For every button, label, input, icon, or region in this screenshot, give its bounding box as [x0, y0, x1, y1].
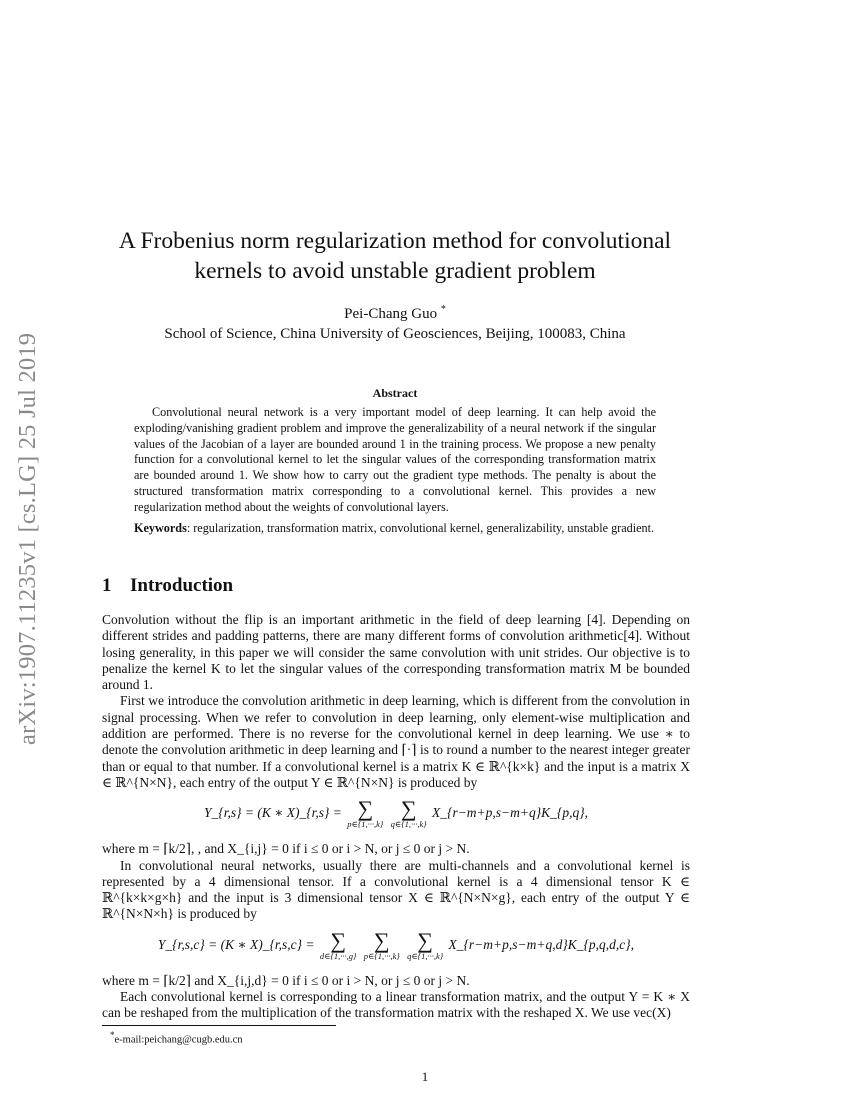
footnote-email: e-mail:peichang@cugb.edu.cn — [114, 1034, 243, 1046]
footnote-mark: * — [110, 1030, 115, 1040]
eq1-lhs: Y_{r,s} = (K ∗ X)_{r,s} = — [204, 805, 342, 821]
abstract-heading: Abstract — [372, 386, 418, 400]
paragraph-5: where m = ⌈k/2⌉ and X_{i,j,d} = 0 if i ≤ 0 or i > N, or j ≤ 0 or j > N. — [102, 972, 470, 988]
title-line-1: A Frobenius norm regularization method for convolutional — [118, 228, 672, 254]
eq2-lhs: Y_{r,s,c} = (K ∗ X)_{r,s,c} = — [157, 936, 315, 952]
title-line-2: kernels to avoid unstable gradient problem — [194, 258, 596, 284]
author-footnote-mark: * — [440, 304, 446, 315]
eq1-limit-1: p∈{1,···,k} — [347, 819, 384, 830]
eq2-limit-1: d∈{1,···,g} — [319, 950, 357, 961]
eq2-rhs: X_{r−m+p,s−m+q,d}K_{p,q,d,c}, — [448, 936, 635, 952]
sum-symbol: ∑ — [330, 927, 346, 953]
abstract-body — [134, 405, 656, 516]
keywords-text: : regularization, transformation matrix, convolutional kernel, generalizability, unstable gradient. — [186, 521, 655, 535]
paragraph-3: where m = ⌈k/2⌉, , and X_{i,j} = 0 if i ≤ 0 or i > N, or j ≤ 0 or j > N. — [102, 841, 470, 857]
sum-symbol: ∑ — [373, 927, 390, 953]
author-line — [90, 300, 700, 324]
paragraph-2: First we introduce the convolution arithmetic in deep learning, which is different from the convolution in signal processing. When we refer to convolution in deep learning, only element-wise multiplication and addition are performed. There is no reverse for the convolutional kernel in deep learning. We use ∗ to denote the convolution arithmetic in deep learning and ⌈·⌉ is to round a number to the nearest integer greater than or equal to that number. If a convolutional kernel is a matrix K ∈ ℝ^{k×k} and the input is a matrix X ∈ ℝ^{N×N}, each entry of the output Y ∈ ℝ^{N×N} is produced by — [102, 693, 690, 790]
arxiv-identifier-stamp: arXiv:1907.11235v1 [cs.LG] 25 Jul 2019 — [14, 332, 41, 745]
keywords — [134, 521, 656, 537]
eq2-limit-2: p∈{1,···,k} — [363, 950, 400, 961]
author-block — [90, 300, 700, 344]
eq1-rhs: X_{r−m+p,s−m+q}K_{p,q}, — [432, 805, 588, 821]
affiliation: School of Science, China University of Geosciences, Beijing, 100083, China — [164, 326, 626, 342]
footnote-rule — [102, 1025, 336, 1026]
keywords-label: Keywords — [134, 521, 187, 535]
section-heading — [102, 575, 233, 597]
paragraph-6: Each convolutional kernel is corresponding to a linear transformation matrix, and the output Y = K ∗ X can be reshaped from the multiplication of the transformation matrix with the reshaped X. We use vec(X) — [102, 989, 690, 1021]
paragraph-4: In convolutional neural networks, usually there are multi-channels and a convolutional kernel is represented by a 4 dimensional tensor. If a convolutional kernel is a 4 dimensional tensor K ∈ ℝ^{k×k×g×h} and the input is 3 dimensional tensor X ∈ ℝ^{N×N×g}, each entry of the output Y ∈ ℝ^{N×N×h} is produced by — [102, 857, 690, 922]
paragraph-1: Convolution without the flip is an important arithmetic in the field of deep learning [4]. Depending on different strides and padding patterns, there are many different forms of convolution arithmetic[4]. Without losing generality, in this paper we will consider the same convolution with unit strides. Our objective is to penalize the kernel K to let the singular values of the corresponding transformation matrix M be bounded around 1. — [102, 612, 690, 693]
sum-symbol: ∑ — [400, 796, 417, 822]
eq2-limit-3: q∈{1,···,k} — [407, 950, 444, 961]
section-title: Introduction — [130, 575, 234, 596]
sum-symbol: ∑ — [417, 927, 433, 953]
paper-title — [90, 226, 700, 286]
author-name: Pei-Chang Guo — [344, 306, 438, 322]
sum-symbol: ∑ — [357, 796, 374, 822]
equation-1 — [102, 795, 690, 835]
footnote — [110, 1030, 243, 1046]
eq1-limit-2: q∈{1,···,k} — [390, 819, 427, 830]
equation-2 — [102, 927, 690, 967]
page-number: 1 — [421, 1069, 429, 1084]
abstract-text: Convolutional neural network is a very important model of deep learning. It can help avoid the exploding/vanishing gradient problem and improve the generalizability of a neural network if the singular values of the Jacobian of a layer are bounded around 1 in the training process. We propose a new penalty function for a convolutional kernel to let the singular values of the corresponding transformation matrix are bounded around 1. We show how to carry out the gradient type methods. The penalty is about the structured transformation matrix corresponding to a convolutional kernel. This provides a new regularization method about the weights of convolutional layers. — [134, 405, 656, 514]
section-number: 1 — [102, 575, 112, 596]
section-body — [102, 612, 690, 1022]
